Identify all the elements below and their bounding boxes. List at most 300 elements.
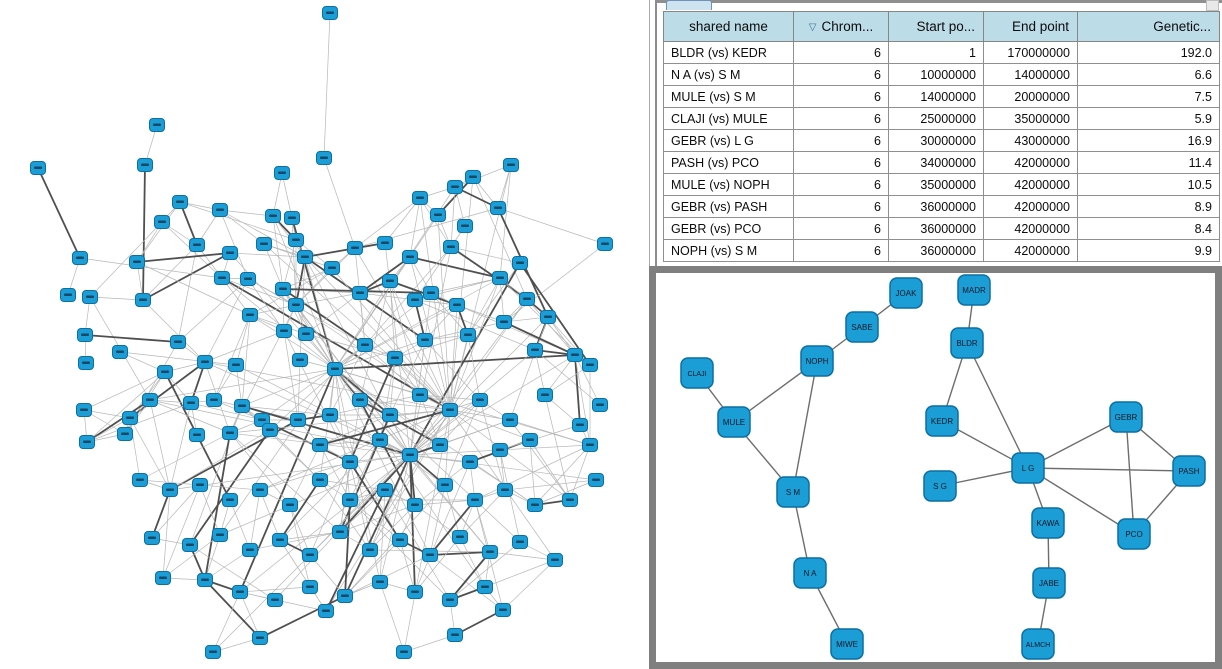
graph-node-sabe[interactable] bbox=[846, 312, 878, 342]
table-cell[interactable]: 36000000 bbox=[889, 240, 984, 262]
graph-node[interactable] bbox=[423, 549, 438, 562]
column-header-genetic[interactable] bbox=[1078, 12, 1220, 42]
graph-edge bbox=[324, 158, 355, 248]
node-label: N A bbox=[803, 569, 817, 578]
graph-node[interactable] bbox=[323, 7, 338, 20]
graph-node[interactable] bbox=[448, 181, 463, 194]
graph-node[interactable] bbox=[353, 287, 368, 300]
graph-node[interactable] bbox=[448, 629, 463, 642]
node-label bbox=[516, 541, 524, 544]
node-label bbox=[356, 399, 364, 402]
graph-node[interactable] bbox=[223, 247, 238, 260]
table-cell[interactable]: 36000000 bbox=[889, 196, 984, 218]
graph-node[interactable] bbox=[150, 119, 165, 132]
graph-node[interactable] bbox=[496, 604, 511, 617]
table-cell[interactable]: 16.9 bbox=[1078, 130, 1220, 152]
graph-node[interactable] bbox=[283, 499, 298, 512]
graph-node[interactable] bbox=[123, 412, 138, 425]
graph-edge bbox=[431, 278, 500, 293]
graph-node[interactable] bbox=[193, 479, 208, 492]
table-cell[interactable]: GEBR (vs) PASH bbox=[664, 196, 794, 218]
graph-node[interactable] bbox=[348, 242, 363, 255]
graph-node-madr[interactable] bbox=[958, 275, 990, 305]
table-cell[interactable]: 30000000 bbox=[889, 130, 984, 152]
graph-node[interactable] bbox=[513, 536, 528, 549]
table-cell[interactable]: 6 bbox=[794, 218, 889, 240]
table-cell[interactable]: 6 bbox=[794, 108, 889, 130]
table-cell[interactable]: 6 bbox=[794, 152, 889, 174]
table-scrollbar[interactable] bbox=[1206, 0, 1219, 11]
graph-node[interactable] bbox=[413, 389, 428, 402]
node-label bbox=[571, 354, 579, 357]
graph-node[interactable] bbox=[424, 287, 439, 300]
graph-node[interactable] bbox=[313, 439, 328, 452]
column-header-label: Start po... bbox=[916, 19, 975, 34]
graph-node[interactable] bbox=[408, 499, 423, 512]
node-label bbox=[306, 554, 314, 557]
graph-node[interactable] bbox=[520, 293, 535, 306]
graph-node[interactable] bbox=[79, 357, 94, 370]
graph-node[interactable] bbox=[433, 439, 448, 452]
table-cell[interactable]: BLDR (vs) KEDR bbox=[664, 42, 794, 64]
table-cell[interactable]: N A (vs) S M bbox=[664, 64, 794, 86]
graph-node-s-g[interactable] bbox=[924, 471, 956, 501]
graph-node[interactable] bbox=[184, 397, 199, 410]
graph-node-joak[interactable] bbox=[890, 278, 922, 308]
graph-node[interactable] bbox=[263, 424, 278, 437]
graph-node[interactable] bbox=[373, 576, 388, 589]
graph-node-miwe[interactable] bbox=[831, 629, 863, 659]
node-label: PCO bbox=[1125, 530, 1143, 539]
table-cell[interactable]: MULE (vs) S M bbox=[664, 86, 794, 108]
node-label bbox=[294, 419, 302, 422]
table-cell[interactable]: 25000000 bbox=[889, 108, 984, 130]
table-row[interactable] bbox=[664, 130, 1220, 152]
table-cell[interactable]: 5.9 bbox=[1078, 108, 1220, 130]
table-cell[interactable]: 42000000 bbox=[984, 196, 1078, 218]
node-label: MIWE bbox=[836, 640, 858, 649]
node-label bbox=[376, 439, 384, 442]
graph-node[interactable] bbox=[207, 394, 222, 407]
graph-node[interactable] bbox=[478, 581, 493, 594]
graph-node[interactable] bbox=[431, 209, 446, 222]
graph-node[interactable] bbox=[513, 257, 528, 270]
graph-edge bbox=[213, 592, 240, 652]
table-cell[interactable]: 192.0 bbox=[1078, 42, 1220, 64]
graph-node[interactable] bbox=[498, 484, 513, 497]
graph-node[interactable] bbox=[333, 526, 348, 539]
table-cell[interactable]: 6.6 bbox=[1078, 64, 1220, 86]
graph-node[interactable] bbox=[373, 434, 388, 447]
graph-node[interactable] bbox=[143, 394, 158, 407]
graph-node[interactable] bbox=[133, 474, 148, 487]
node-label bbox=[447, 246, 455, 249]
graph-node[interactable] bbox=[563, 494, 578, 507]
graph-edge bbox=[360, 293, 365, 345]
graph-node[interactable] bbox=[598, 238, 613, 251]
graph-node[interactable] bbox=[253, 632, 268, 645]
node-label bbox=[158, 221, 166, 224]
graph-node[interactable] bbox=[461, 329, 476, 342]
table-tab[interactable] bbox=[666, 0, 712, 10]
graph-node[interactable] bbox=[473, 394, 488, 407]
table-cell[interactable]: 6 bbox=[794, 42, 889, 64]
graph-node[interactable] bbox=[463, 456, 478, 469]
graph-node[interactable] bbox=[145, 532, 160, 545]
node-label bbox=[187, 402, 195, 405]
graph-node[interactable] bbox=[538, 389, 553, 402]
graph-node[interactable] bbox=[77, 404, 92, 417]
node-label: CLAJI bbox=[687, 371, 707, 378]
graph-node[interactable] bbox=[343, 456, 358, 469]
graph-node[interactable] bbox=[497, 316, 512, 329]
graph-node[interactable] bbox=[213, 529, 228, 542]
graph-node[interactable] bbox=[275, 167, 290, 180]
graph-node[interactable] bbox=[243, 309, 258, 322]
graph-node[interactable] bbox=[276, 283, 291, 296]
table-row[interactable] bbox=[664, 86, 1220, 108]
graph-edge bbox=[90, 222, 162, 297]
node-label: MULE bbox=[722, 418, 746, 427]
graph-node[interactable] bbox=[253, 484, 268, 497]
graph-node[interactable] bbox=[173, 196, 188, 209]
graph-edge[interactable] bbox=[1126, 417, 1134, 534]
graph-node[interactable] bbox=[443, 404, 458, 417]
graph-node[interactable] bbox=[78, 329, 93, 342]
node-label bbox=[586, 444, 594, 447]
graph-node-gebr[interactable] bbox=[1110, 402, 1142, 432]
graph-node[interactable] bbox=[73, 252, 88, 265]
graph-node[interactable] bbox=[378, 484, 393, 497]
graph-node-bldr[interactable] bbox=[951, 328, 983, 358]
graph-node[interactable] bbox=[277, 325, 292, 338]
node-label bbox=[356, 292, 364, 295]
node-label bbox=[326, 12, 334, 15]
graph-node[interactable] bbox=[213, 204, 228, 217]
table-cell[interactable]: GEBR (vs) PCO bbox=[664, 218, 794, 240]
graph-node[interactable] bbox=[403, 449, 418, 462]
graph-node[interactable] bbox=[233, 586, 248, 599]
graph-node[interactable] bbox=[291, 414, 306, 427]
graph-node-n-a[interactable] bbox=[794, 558, 826, 588]
graph-node[interactable] bbox=[583, 359, 598, 372]
column-header-label: Chrom... bbox=[821, 19, 874, 34]
node-label bbox=[544, 316, 552, 319]
graph-node[interactable] bbox=[358, 339, 373, 352]
detail-network-panel bbox=[649, 266, 1222, 669]
graph-node[interactable] bbox=[548, 554, 563, 567]
graph-node[interactable] bbox=[483, 546, 498, 559]
graph-node[interactable] bbox=[118, 428, 133, 441]
graph-node[interactable] bbox=[458, 220, 473, 233]
graph-node[interactable] bbox=[266, 210, 281, 223]
table-cell[interactable]: GEBR (vs) L G bbox=[664, 130, 794, 152]
graph-edge bbox=[324, 13, 330, 158]
graph-node-pash[interactable] bbox=[1173, 456, 1205, 486]
graph-edge bbox=[415, 500, 475, 505]
graph-node[interactable] bbox=[241, 273, 256, 286]
graph-node[interactable] bbox=[363, 544, 378, 557]
node-label bbox=[76, 257, 84, 260]
table-cell[interactable]: 42000000 bbox=[984, 174, 1078, 196]
table-row[interactable] bbox=[664, 42, 1220, 64]
graph-node[interactable] bbox=[397, 646, 412, 659]
graph-node[interactable] bbox=[408, 294, 423, 307]
node-label bbox=[391, 357, 399, 360]
graph-node[interactable] bbox=[303, 549, 318, 562]
detail-network-background bbox=[656, 273, 1215, 662]
node-label bbox=[601, 243, 609, 246]
node-label bbox=[266, 429, 274, 432]
table-cell[interactable]: 7.5 bbox=[1078, 86, 1220, 108]
graph-node[interactable] bbox=[383, 409, 398, 422]
table-cell[interactable]: 20000000 bbox=[984, 86, 1078, 108]
graph-node[interactable] bbox=[223, 494, 238, 507]
table-cell[interactable]: 42000000 bbox=[984, 152, 1078, 174]
graph-node[interactable] bbox=[383, 275, 398, 288]
node-label: PASH bbox=[1178, 467, 1200, 476]
graph-edge bbox=[410, 257, 500, 278]
table-cell[interactable]: 6 bbox=[794, 86, 889, 108]
graph-node[interactable] bbox=[317, 152, 332, 165]
graph-node[interactable] bbox=[491, 202, 506, 215]
table-cell[interactable]: NOPH (vs) S M bbox=[664, 240, 794, 262]
graph-node[interactable] bbox=[528, 344, 543, 357]
graph-node[interactable] bbox=[80, 436, 95, 449]
table-cell[interactable]: 9.9 bbox=[1078, 240, 1220, 262]
graph-node[interactable] bbox=[593, 399, 608, 412]
graph-node[interactable] bbox=[523, 434, 538, 447]
graph-node[interactable] bbox=[438, 479, 453, 492]
table-cell[interactable]: 42000000 bbox=[984, 240, 1078, 262]
graph-node[interactable] bbox=[418, 334, 433, 347]
node-label bbox=[226, 252, 234, 255]
table-cell[interactable]: 36000000 bbox=[889, 218, 984, 240]
node-label bbox=[161, 371, 169, 374]
column-header-start-position[interactable] bbox=[889, 12, 984, 42]
table-cell[interactable]: 35000000 bbox=[889, 174, 984, 196]
panel-divider-inner[interactable] bbox=[655, 0, 657, 267]
table-row[interactable] bbox=[664, 108, 1220, 130]
graph-node[interactable] bbox=[273, 534, 288, 547]
graph-node[interactable] bbox=[156, 572, 171, 585]
graph-node-mule[interactable] bbox=[718, 407, 750, 437]
graph-edge bbox=[503, 560, 555, 610]
graph-node[interactable] bbox=[338, 590, 353, 603]
node-label: L G bbox=[1021, 464, 1035, 473]
graph-node[interactable] bbox=[413, 192, 428, 205]
graph-node[interactable] bbox=[503, 414, 518, 427]
table-cell[interactable]: 35000000 bbox=[984, 108, 1078, 130]
graph-node[interactable] bbox=[589, 474, 604, 487]
graph-node-noph[interactable] bbox=[801, 346, 833, 376]
table-row[interactable] bbox=[664, 64, 1220, 86]
graph-node[interactable] bbox=[504, 159, 519, 172]
graph-node[interactable] bbox=[393, 534, 408, 547]
graph-edge bbox=[575, 355, 580, 425]
table-cell[interactable]: 42000000 bbox=[984, 218, 1078, 240]
graph-node[interactable] bbox=[298, 251, 313, 264]
filter-icon[interactable]: ▽ bbox=[808, 22, 817, 33]
graph-node[interactable] bbox=[285, 212, 300, 225]
graph-node[interactable] bbox=[313, 474, 328, 487]
graph-node[interactable] bbox=[328, 363, 343, 376]
table-row[interactable] bbox=[664, 196, 1220, 218]
graph-node[interactable] bbox=[268, 594, 283, 607]
graph-node[interactable] bbox=[450, 299, 465, 312]
graph-node-almch[interactable] bbox=[1022, 629, 1054, 659]
table-cell[interactable]: 11.4 bbox=[1078, 152, 1220, 174]
graph-node[interactable] bbox=[31, 162, 46, 175]
node-label bbox=[361, 344, 369, 347]
graph-node[interactable] bbox=[493, 444, 508, 457]
node-label bbox=[499, 609, 507, 612]
graph-node[interactable] bbox=[136, 294, 151, 307]
graph-node[interactable] bbox=[243, 544, 258, 557]
graph-node[interactable] bbox=[466, 171, 481, 184]
table-cell[interactable]: 6 bbox=[794, 240, 889, 262]
graph-node[interactable] bbox=[493, 272, 508, 285]
graph-node[interactable] bbox=[293, 354, 308, 367]
node-label bbox=[238, 405, 246, 408]
graph-node-l-g[interactable] bbox=[1012, 453, 1044, 483]
table-cell[interactable]: CLAJI (vs) MULE bbox=[664, 108, 794, 130]
graph-node[interactable] bbox=[155, 216, 170, 229]
graph-node[interactable] bbox=[83, 291, 98, 304]
node-label bbox=[494, 207, 502, 210]
graph-node[interactable] bbox=[198, 574, 213, 587]
graph-node[interactable] bbox=[468, 494, 483, 507]
graph-node[interactable] bbox=[61, 289, 76, 302]
graph-node[interactable] bbox=[303, 581, 318, 594]
table-cell[interactable]: 34000000 bbox=[889, 152, 984, 174]
column-header-chromosome[interactable] bbox=[794, 12, 889, 42]
graph-node[interactable] bbox=[299, 328, 314, 341]
graph-edge[interactable] bbox=[967, 343, 1028, 468]
node-label bbox=[301, 256, 309, 259]
node-label bbox=[280, 330, 288, 333]
table-cell[interactable]: 6 bbox=[794, 174, 889, 196]
graph-node[interactable] bbox=[138, 159, 153, 172]
graph-node[interactable] bbox=[163, 484, 178, 497]
table-cell[interactable]: 170000000 bbox=[984, 42, 1078, 64]
table-cell[interactable]: 8.4 bbox=[1078, 218, 1220, 240]
node-label bbox=[456, 536, 464, 539]
graph-node[interactable] bbox=[171, 336, 186, 349]
node-label bbox=[174, 341, 182, 344]
graph-node[interactable] bbox=[528, 499, 543, 512]
graph-node[interactable] bbox=[235, 400, 250, 413]
graph-node-kedr[interactable] bbox=[926, 406, 958, 436]
graph-node[interactable] bbox=[583, 439, 598, 452]
table-cell[interactable]: PASH (vs) PCO bbox=[664, 152, 794, 174]
table-cell[interactable]: 6 bbox=[794, 196, 889, 218]
node-label bbox=[296, 359, 304, 362]
node-label bbox=[441, 484, 449, 487]
graph-node[interactable] bbox=[289, 234, 304, 247]
graph-edge bbox=[260, 490, 280, 540]
graph-node[interactable] bbox=[444, 241, 459, 254]
graph-edge bbox=[85, 335, 178, 342]
detail-network-canvas[interactable] bbox=[656, 273, 1215, 662]
graph-node-pco[interactable] bbox=[1118, 519, 1150, 549]
table-row[interactable] bbox=[664, 240, 1220, 262]
graph-node-claji[interactable] bbox=[681, 358, 713, 388]
graph-node[interactable] bbox=[289, 299, 304, 312]
table-cell[interactable]: 1 bbox=[889, 42, 984, 64]
node-label: JABE bbox=[1038, 579, 1060, 588]
graph-node[interactable] bbox=[323, 409, 338, 422]
table-row[interactable] bbox=[664, 152, 1220, 174]
graph-node[interactable] bbox=[130, 256, 145, 269]
table-cell[interactable]: 14000000 bbox=[984, 64, 1078, 86]
node-label bbox=[434, 214, 442, 217]
graph-node[interactable] bbox=[215, 272, 230, 285]
graph-node[interactable] bbox=[319, 605, 334, 618]
node-label bbox=[320, 157, 328, 160]
node-label: KAWA bbox=[1036, 519, 1060, 528]
table-cell[interactable]: 10000000 bbox=[889, 64, 984, 86]
graph-node[interactable] bbox=[229, 359, 244, 372]
graph-node[interactable] bbox=[158, 366, 173, 379]
graph-node[interactable] bbox=[378, 237, 393, 250]
table-row[interactable] bbox=[664, 218, 1220, 240]
table-cell[interactable]: 43000000 bbox=[984, 130, 1078, 152]
graph-node[interactable] bbox=[403, 251, 418, 264]
graph-node[interactable] bbox=[541, 311, 556, 324]
graph-node[interactable] bbox=[183, 539, 198, 552]
node-label: GEBR bbox=[1114, 413, 1138, 422]
graph-node[interactable] bbox=[388, 352, 403, 365]
graph-node[interactable] bbox=[113, 346, 128, 359]
table-cell[interactable]: 10.5 bbox=[1078, 174, 1220, 196]
table-cell[interactable]: MULE (vs) NOPH bbox=[664, 174, 794, 196]
graph-node[interactable] bbox=[443, 594, 458, 607]
node-label: KEDR bbox=[930, 417, 954, 426]
graph-node[interactable] bbox=[223, 427, 238, 440]
table-cell[interactable]: 6 bbox=[794, 64, 889, 86]
graph-edge bbox=[350, 500, 400, 540]
graph-node[interactable] bbox=[343, 494, 358, 507]
table-cell[interactable]: 6 bbox=[794, 130, 889, 152]
graph-node[interactable] bbox=[190, 429, 205, 442]
graph-node-kawa[interactable] bbox=[1032, 508, 1064, 538]
node-label bbox=[256, 489, 264, 492]
column-header-end-point[interactable] bbox=[984, 12, 1078, 42]
graph-edge[interactable] bbox=[1028, 468, 1189, 471]
graph-node[interactable] bbox=[353, 394, 368, 407]
column-header-label: End point bbox=[1011, 19, 1069, 34]
graph-edge[interactable] bbox=[793, 361, 817, 492]
graph-node[interactable] bbox=[453, 531, 468, 544]
graph-node-jabe[interactable] bbox=[1033, 568, 1065, 598]
graph-node[interactable] bbox=[190, 239, 205, 252]
table-cell[interactable]: 14000000 bbox=[889, 86, 984, 108]
graph-node[interactable] bbox=[408, 586, 423, 599]
graph-node[interactable] bbox=[568, 349, 583, 362]
graph-node-s-m[interactable] bbox=[777, 477, 809, 507]
table-cell[interactable]: 8.9 bbox=[1078, 196, 1220, 218]
graph-node[interactable] bbox=[257, 238, 272, 251]
node-label: MADR bbox=[962, 286, 986, 295]
graph-node[interactable] bbox=[325, 262, 340, 275]
panel-divider-outer[interactable] bbox=[649, 0, 650, 267]
table-row[interactable] bbox=[664, 174, 1220, 196]
graph-node[interactable] bbox=[206, 646, 221, 659]
column-header-shared-name[interactable] bbox=[664, 12, 794, 42]
graph-node[interactable] bbox=[573, 419, 588, 432]
graph-node[interactable] bbox=[198, 356, 213, 369]
